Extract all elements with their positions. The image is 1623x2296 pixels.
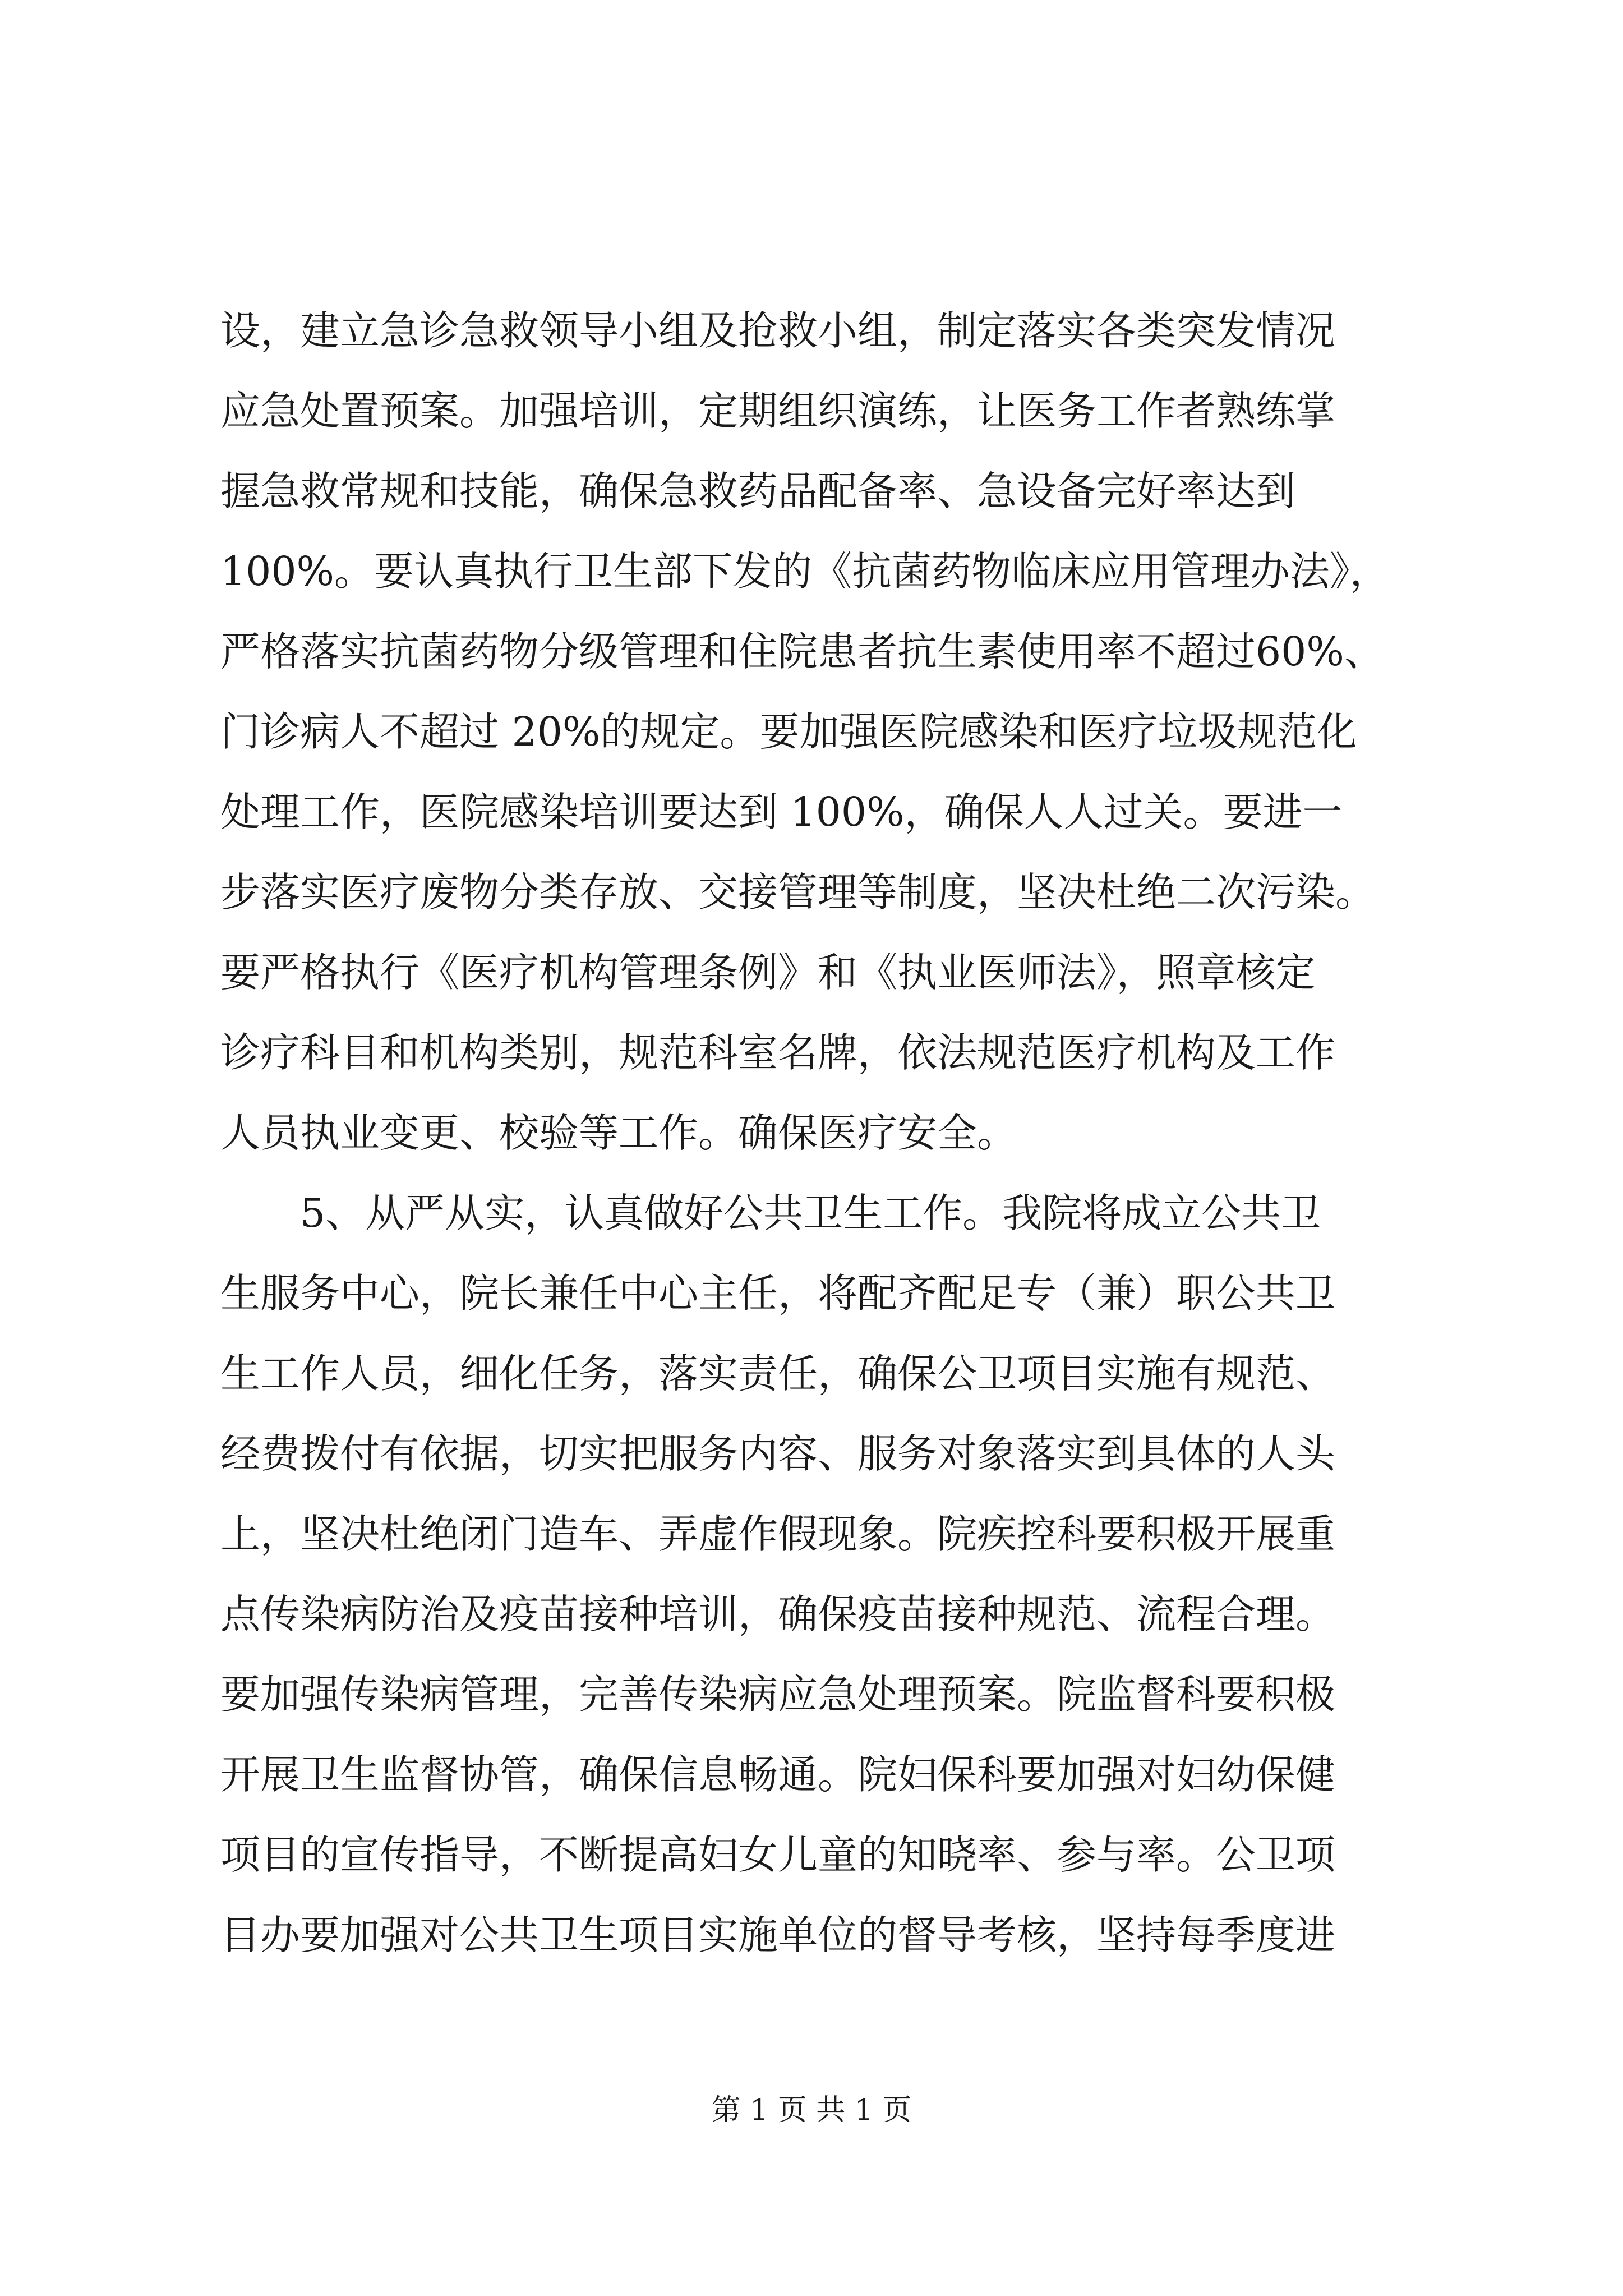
text-line: 步落实医疗废物分类存放、交接管理等制度，坚决杜绝二次污染。 <box>220 869 1376 915</box>
text-line: 经费拨付有依据，切实把服务内容、服务对象落实到具体的人头 <box>220 1430 1336 1477</box>
text-line: 项目的宣传指导，不断提高妇女儿童的知晓率、参与率。公卫项 <box>220 1832 1336 1878</box>
text-line: 100%。要认真执行卫生部下发的《抗菌药物临床应用管理办法》， <box>220 548 1390 595</box>
text-line: 目办要加强对公共卫生项目实施单位的督导考核，坚持每季度进 <box>220 1912 1336 1958</box>
page-footer: 第 1 页 共 1 页 <box>711 2093 912 2127</box>
text-line: 生服务中心，院长兼任中心主任，将配齐配足专（兼）职公共卫 <box>220 1270 1336 1317</box>
text-line: 门诊病人不超过 20%的规定。要加强医院感染和医疗垃圾规范化 <box>220 708 1357 755</box>
text-line: 生工作人员，细化任务，落实责任，确保公卫项目实施有规范、 <box>220 1350 1336 1397</box>
text-line: 要加强传染病管理，完善传染病应急处理预案。院监督科要积极 <box>220 1671 1336 1718</box>
text-line: 人员执业变更、校验等工作。确保医疗安全。 <box>220 1110 1017 1156</box>
text-line: 处理工作，医院感染培训要达到 100%，确保人人过关。要进一 <box>220 789 1343 835</box>
text-line: 设，建立急诊急救领导小组及抢救小组，制定落实各类突发情况 <box>220 307 1336 354</box>
text-line: 应急处置预案。加强培训，定期组织演练，让医务工作者熟练掌 <box>220 388 1336 434</box>
text-line: 点传染病防治及疫苗接种培训，确保疫苗接种规范、流程合理。 <box>220 1591 1336 1637</box>
text-line: 5、从严从实，认真做好公共卫生工作。我院将成立公共卫 <box>220 1190 1321 1236</box>
text-line: 严格落实抗菌药物分级管理和住院患者抗生素使用率不超过60%、 <box>220 628 1384 675</box>
text-line: 握急救常规和技能，确保急救药品配备率、急设备完好率达到 <box>220 468 1296 514</box>
text-line: 诊疗科目和机构类别，规范科室名牌，依法规范医疗机构及工作 <box>220 1029 1336 1076</box>
text-line: 开展卫生监督协管，确保信息畅通。院妇保科要加强对妇幼保健 <box>220 1751 1336 1798</box>
text-line: 要严格执行《医疗机构管理条例》和《执业医师法》，照章核定 <box>220 949 1316 996</box>
text-line: 上，坚决杜绝闭门造车、弄虚作假现象。院疾控科要积极开展重 <box>220 1511 1336 1557</box>
